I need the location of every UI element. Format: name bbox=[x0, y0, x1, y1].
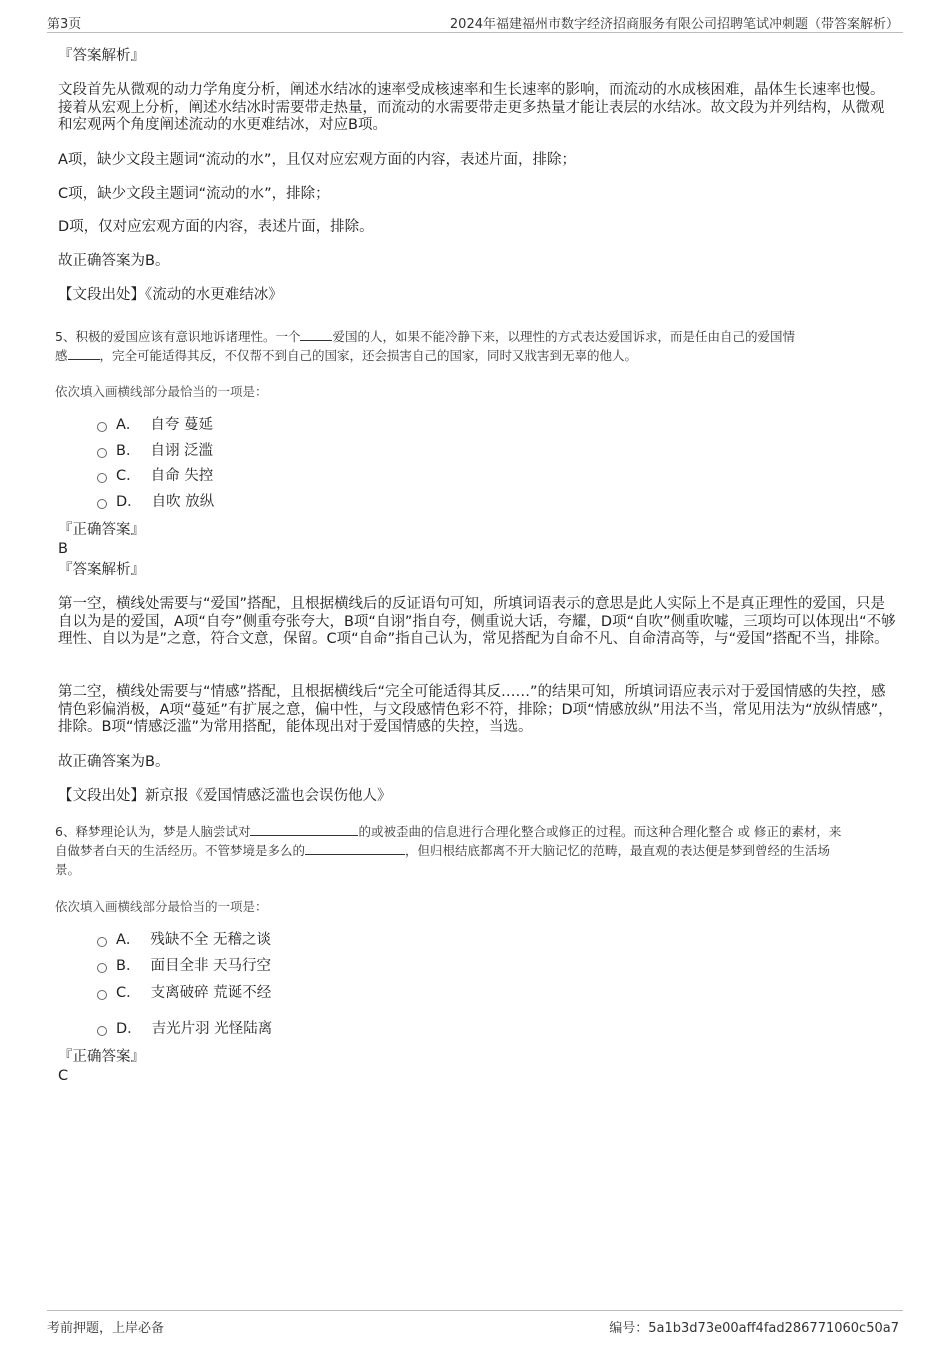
option-d[interactable]: D． 自吹 放纵 bbox=[97, 492, 214, 512]
radio-icon[interactable] bbox=[97, 963, 107, 973]
option-b[interactable]: B． 面目全非 天马行空 bbox=[97, 956, 271, 976]
document-code: 编号：5a1b3d73e00aff4fad286771060c50a7 bbox=[609, 1321, 899, 1336]
radio-icon[interactable] bbox=[97, 990, 107, 1000]
fill-blank bbox=[300, 327, 332, 341]
radio-icon[interactable] bbox=[97, 499, 107, 509]
option-d[interactable]: D． 吉光片羽 光怪陆离 bbox=[97, 1019, 272, 1039]
document-title: 2024年福建福州市数字经济招商服务有限公司招聘笔试冲刺题（带答案解析） bbox=[449, 17, 899, 32]
analysis-paragraph: 文段首先从微观的动力学角度分析，阐述水结冰的速率受成核速率和生长速率的影响，而流动的水成核困难，晶体生长速率也慢。接着从宏观上分析，阐述水结冰时需要带走热量，而流动的水需要带走更多热量才能让表层的水结冰。故文段为并列结构，从微观和宏观两个角度阐述流动的水更难结冰，对应B项。 bbox=[58, 82, 885, 133]
question-6-prompt: 依次填入画横线部分最恰当的一项是： bbox=[55, 899, 268, 914]
page-number: 第3页 bbox=[47, 17, 82, 32]
conclusion: 故正确答案为B。 bbox=[58, 754, 170, 770]
option-a[interactable]: A． 残缺不全 无稽之谈 bbox=[97, 930, 271, 950]
analysis-heading: 『答案解析』 bbox=[58, 48, 145, 64]
radio-icon[interactable] bbox=[97, 448, 107, 458]
analysis-heading: 『答案解析』 bbox=[58, 562, 145, 578]
fill-blank bbox=[68, 346, 100, 360]
question-5-line2: 感 ，完全可能适得其反，不仅帮不到自己的国家，还会损害自己的国家，同时又戕害到无辜的他人。 bbox=[55, 348, 638, 363]
option-c[interactable]: C． 支离破碎 荒诞不经 bbox=[97, 983, 271, 1003]
radio-icon[interactable] bbox=[97, 937, 107, 947]
passage-source: 【文段出处】新京报《爱国情感泛滥也会误伤他人》 bbox=[58, 788, 392, 804]
page-footer bbox=[47, 1310, 903, 1337]
analysis-paragraph: A项，缺少文段主题词“流动的水”，且仅对应宏观方面的内容，表述片面，排除； bbox=[58, 152, 576, 168]
page-header bbox=[47, 10, 903, 33]
passage-source: 【文段出处】《流动的水更难结冰》 bbox=[58, 287, 283, 303]
radio-icon[interactable] bbox=[97, 473, 107, 483]
option-c[interactable]: C． 自命 失控 bbox=[97, 466, 213, 486]
radio-icon[interactable] bbox=[97, 1026, 107, 1036]
question-6-line3: 景。 bbox=[55, 862, 81, 877]
question-5-line1: 5、积极的爱国应该有意识地诉诸理性。一个 爱国的人，如果不能冷静下来，以理性的方式表达爱国诉求，而是任由自己的爱国情 bbox=[55, 329, 795, 344]
correct-answer-heading: 『正确答案』 bbox=[58, 522, 145, 538]
question-6-line1: 6、释梦理论认为，梦是人脑尝试对 的或被歪曲的信息进行合理化整合或修正的过程。而这种合理化整合 或 修正的素材，来 bbox=[55, 824, 842, 839]
conclusion: 故正确答案为B。 bbox=[58, 253, 170, 269]
question-5-stem bbox=[55, 327, 900, 365]
correct-answer: B bbox=[58, 541, 68, 557]
footer-slogan: 考前押题，上岸必备 bbox=[47, 1321, 165, 1336]
analysis-paragraph: C项，缺少文段主题词“流动的水”，排除； bbox=[58, 186, 330, 202]
question-5-prompt: 依次填入画横线部分最恰当的一项是： bbox=[55, 384, 268, 399]
analysis-paragraph: 第二空，横线处需要与“情感”搭配，且根据横线后“完全可能适得其反……”的结果可知，所填词语应表示对于爱国情感的失控，感情色彩偏消极，A项“蔓延”有扩展之意，偏中性，与文段感情色彩不符，排除；D项“情感放纵”用法不当，常见用法为“放纵情感”，排除。B项“情感泛滥”为常用搭配，能体现出对于爱国情感的失控，当选。 bbox=[58, 684, 893, 735]
correct-answer: C bbox=[58, 1068, 69, 1084]
fill-blank bbox=[305, 841, 405, 855]
option-b[interactable]: B． 自诩 泛滥 bbox=[97, 441, 213, 461]
correct-answer-heading: 『正确答案』 bbox=[58, 1049, 145, 1065]
fill-blank bbox=[250, 822, 358, 836]
question-6-stem bbox=[55, 822, 900, 879]
radio-icon[interactable] bbox=[97, 422, 107, 432]
analysis-paragraph: 第一空，横线处需要与“爱国”搭配，且根据横线后的反证语句可知，所填词语表示的意思是此人实际上不是真正理性的爱国，只是自以为是的爱国，A项“自夸”侧重夸张夸大，B项“自诩”指自夸，侧重说大话，夸耀，D项“自吹”侧重吹嘘，三项均可以体现出“不够理性、自以为是”之意，符合文意，保留。C项“自命”指自己认为，常见搭配为自命不凡、自命清高等，与“爱国”搭配不当，排除。 bbox=[58, 596, 896, 647]
analysis-paragraph: D项，仅对应宏观方面的内容，表述片面，排除。 bbox=[58, 219, 374, 235]
question-6-line2: 自做梦者白天的生活经历。不管梦境是多么的 ，但归根结底都离不开大脑记忆的范畴，最直观的表达便是梦到曾经的生活场 bbox=[55, 843, 831, 858]
option-a[interactable]: A． 自夸 蔓延 bbox=[97, 415, 213, 435]
